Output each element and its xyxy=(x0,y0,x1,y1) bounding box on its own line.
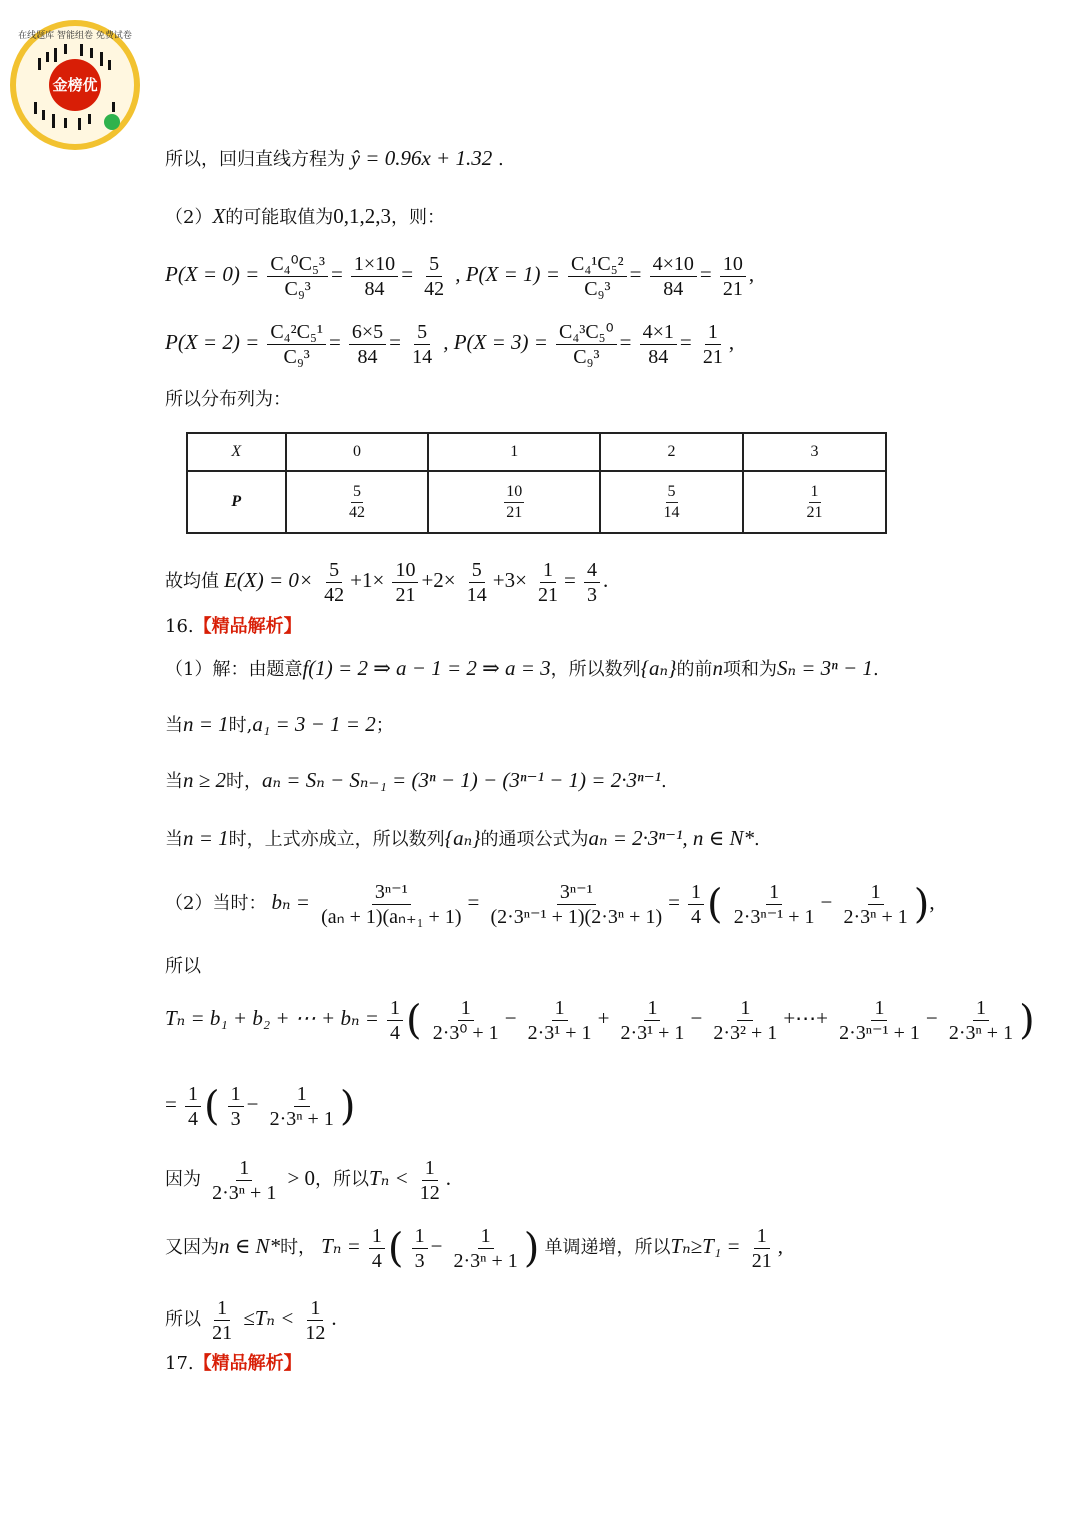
p3-comb-frac: $\frac{\text{C₄³C₅⁰}}{\text{C₉³}}$ xyxy=(556,320,617,369)
s16-line-9: 因为 $\frac{1}{\text{2·3ⁿ + 1}}$ > 0，所以Tₙ < $\frac{1}{12}$ . xyxy=(165,1157,451,1204)
s16-line-6: 所以 xyxy=(165,956,201,977)
s16-line-5: （2）当时： bₙ = $\frac{\text{3ⁿ⁻¹}}{\text{(aₙ + 1)(aₙ₊₁ + 1)}}$ = $\frac{\text{3ⁿ⁻¹}}{\text{(2·3ⁿ⁻¹ + 1)(2·3ⁿ + 1)}}$ = $\frac{1}{4}$ ( $\frac{1}{\text{2·3ⁿ⁻¹ + 1}}$ − $\frac{1}{\text{2·3ⁿ + 1}}$ ), xyxy=(165,881,935,928)
table-cell: 1 xyxy=(428,433,600,471)
logo-badge xyxy=(8,18,142,152)
p0-lhs: P(X = 0) = xyxy=(165,262,260,286)
table-header-row xyxy=(187,433,886,471)
analysis-tag: 【精品解析】 xyxy=(193,616,302,637)
part2-var: X xyxy=(212,204,226,228)
question-number: 17. xyxy=(165,1353,194,1374)
p0-comb-frac: $\frac{\text{C₄⁰C₅³}}{\text{C₉³}}$ xyxy=(267,252,328,301)
table-cell: 2 xyxy=(600,433,743,471)
svg-text:在线题库 智能组卷 免费试卷: 在线题库 智能组卷 免费试卷 xyxy=(18,31,132,41)
prob-line-2: P(X = 2) = $\frac{\text{C₄²C₅¹}}{\text{C₉³}}$ = $\frac{6\times 5}{84}$ = $\frac{5}{14}$ , P(X = 3) = $\frac{\text{C₄³C₅⁰}}{\text{C₉³}}$ = $\frac{4\times 1}{84}$ = $\frac{1}{21}$ , xyxy=(165,321,735,368)
p2-lhs: P(X = 2) = xyxy=(165,330,260,354)
p3-lhs: , P(X = 3) = xyxy=(443,330,548,354)
mean-line: 故均值 E(X) = 0× $\frac{5}{42}$ +1× $\frac{10}{21}$ +2× $\frac{5}{14}$ +3× $\frac{1}{21}$ = $\frac{4}{3}$ . xyxy=(165,559,609,606)
part2-text: 的可能取值为 xyxy=(225,207,334,228)
prob-line-1: P(X = 0) = $\frac{\text{C₄⁰C₅³}}{\text{C₉³}}$ = $\frac{1\times 10}{84}$ = $\frac{5}{42}$ , P(X = 1) = $\frac{\text{C₄¹C₅²}}{\text{C₉³}}$ = $\frac{4\times 10}{84}$ = $\frac{10}{21}$ , xyxy=(165,253,755,300)
p2-result-frac: $\frac{5}{14}$ xyxy=(412,321,433,368)
part2-values: 0,1,2,3 xyxy=(333,204,392,228)
logo-text: 金榜优 xyxy=(52,76,98,94)
table-cell: $\frac{5}{14}$ xyxy=(600,471,743,533)
table-cell: X xyxy=(187,433,286,471)
regression-formula: ŷ = 0.96x + 1.32 xyxy=(350,146,493,170)
mean-lhs: E(X) = 0× xyxy=(224,568,314,592)
regression-line xyxy=(165,146,504,172)
s16-line-4: 当n = 1时，上式亦成立，所以数列{aₙ}的通项公式为aₙ = 2·3ⁿ⁻¹, n ∈ N*. xyxy=(165,826,760,850)
table-cell: $\frac{10}{21}$ xyxy=(428,471,600,533)
question-17-heading xyxy=(165,1352,302,1376)
p2-comb-frac: $\frac{\text{C₄²C₅¹}}{\text{C₉³}}$ xyxy=(267,320,326,369)
part2-tail: ，则： xyxy=(391,207,446,228)
p3-num-frac: $\frac{4\times 1}{84}$ xyxy=(640,320,677,369)
table-cell: $\frac{1}{21}$ xyxy=(743,471,886,533)
p1-result-frac: $\frac{10}{21}$ xyxy=(720,252,746,301)
table-cell: P xyxy=(187,471,286,533)
s16-line-2: 当n = 1时,a₁ = 3 − 1 = 2； xyxy=(165,712,394,736)
s16-line-10: 又因为n ∈ N*时， Tₙ = $\frac{1}{4}$ ( $\frac{1}{3}$ − $\frac{1}{\text{2·3ⁿ + 1}}$ ) 单调递增，所以Tₙ≥T₁ = $\frac{1}{21}$ , xyxy=(165,1225,783,1272)
part2-intro xyxy=(165,204,445,230)
dist-label: 所以分布列为： xyxy=(165,389,291,410)
question-number: 16. xyxy=(165,616,194,637)
regression-prefix: 所以，回归直线方程为 xyxy=(165,149,345,170)
distribution-table xyxy=(186,432,887,534)
s16-line-8: = $\frac{1}{4}$ ( $\frac{1}{3}$ − $\frac{1}{\text{2·3ⁿ + 1}}$ ) xyxy=(165,1083,356,1130)
s16-line-3: 当n ≥ 2时，aₙ = Sₙ − Sₙ₋₁ = (3ⁿ − 1) − (3ⁿ⁻¹ − 1) = 2·3ⁿ⁻¹. xyxy=(165,768,667,792)
part2-label: （2） xyxy=(165,207,213,228)
p1-lhs: , P(X = 1) = xyxy=(455,262,560,286)
s16-line-1: （1）解：由题意f(1) = 2 ⇒ a − 1 = 2 ⇒ a = 3，所以数列{aₙ}的前n项和为Sₙ = 3ⁿ − 1. xyxy=(165,656,879,680)
mean-result: $\frac{4}{3}$ xyxy=(584,558,600,607)
table-cell: $\frac{5}{42}$ xyxy=(286,471,429,533)
p0-num-frac: $\frac{1\times 10}{84}$ xyxy=(351,252,398,301)
mean-prefix: 故均值 xyxy=(165,571,219,592)
s16-line-11: 所以 $\frac{1}{21}$ ≤Tₙ < $\frac{1}{12}$ . xyxy=(165,1297,337,1344)
table-cell: 0 xyxy=(286,433,429,471)
p1-num-frac: $\frac{4\times 10}{84}$ xyxy=(650,252,697,301)
analysis-tag: 【精品解析】 xyxy=(193,1353,302,1374)
p0-result-frac: $\frac{5}{42}$ xyxy=(424,253,445,300)
p2-num-frac: $\frac{6\times 5}{84}$ xyxy=(349,320,386,369)
p1-comb-frac: $\frac{\text{C₄¹C₅²}}{\text{C₉³}}$ xyxy=(568,252,627,301)
table-cell: 3 xyxy=(743,433,886,471)
p3-result-frac: $\frac{1}{21}$ xyxy=(702,321,723,368)
regression-suffix: . xyxy=(497,149,504,170)
s16-line-7: Tₙ = b₁ + b₂ + ⋯ + bₙ = $\frac{1}{4}$ ( $\frac{1}{\text{2·3⁰ + 1}}$ − $\frac{1}{\text{2·3¹ + 1}}$ + $\frac{1}{\text{2·3¹ + 1}}$ − $\frac{1}{\text{2·3² + 1}}$ +⋯+ $\frac{1}{\text{2·3ⁿ⁻¹ + 1}}$ − $\frac{1}{\text{2·3ⁿ + 1}}$ ) xyxy=(165,997,1035,1044)
question-16-heading xyxy=(165,615,302,639)
table-row xyxy=(187,471,886,533)
